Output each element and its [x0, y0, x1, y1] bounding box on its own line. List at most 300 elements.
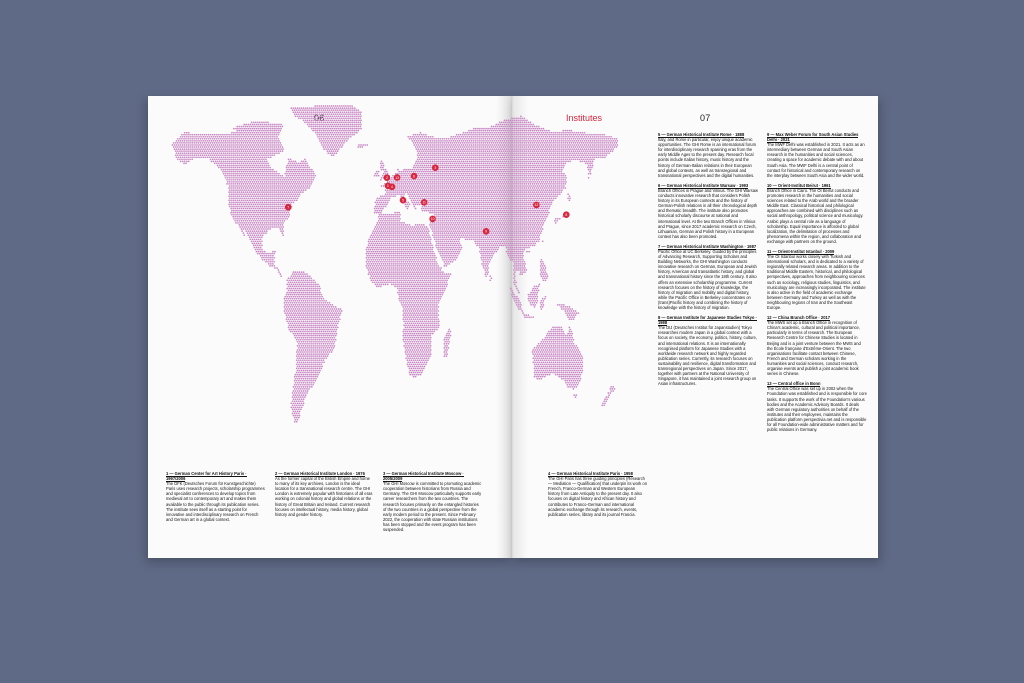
map-dot [592, 136, 594, 138]
map-dot [478, 138, 480, 140]
map-dot [296, 195, 298, 197]
map-dot [226, 183, 228, 185]
map-dot [458, 146, 460, 148]
map-dot [522, 181, 524, 183]
map-dot [471, 189, 473, 191]
map-dot [419, 146, 421, 148]
map-dot [468, 142, 470, 144]
map-dot [509, 134, 511, 136]
map-dot [477, 152, 479, 154]
map-dot [424, 156, 426, 158]
map-dot [454, 136, 456, 138]
map-dot [327, 105, 329, 107]
map-dot [411, 169, 413, 171]
map-dot [319, 136, 321, 138]
map-dot [480, 163, 482, 165]
map-dot [259, 191, 261, 193]
map-dot [319, 115, 321, 117]
map-dot [222, 163, 224, 165]
map-dot [255, 146, 257, 148]
map-dot [546, 187, 548, 189]
map-dot [534, 152, 536, 154]
map-dot [275, 187, 277, 189]
map-dot [226, 154, 228, 156]
map-dot [538, 189, 540, 191]
map-dot [561, 173, 563, 175]
map-dot [251, 138, 253, 140]
map-dot [567, 152, 569, 154]
map-dot [472, 134, 474, 136]
map-dot [516, 152, 518, 154]
map-dot [335, 150, 337, 152]
map-dot [273, 138, 275, 140]
map-dot [260, 173, 262, 175]
map-dot [542, 134, 544, 136]
map-dot [565, 156, 567, 158]
map-dot [206, 144, 208, 146]
map-dot [566, 142, 568, 144]
map-dot [353, 134, 355, 136]
map-dot [247, 154, 249, 156]
map-dot [286, 189, 288, 191]
map-dot [549, 169, 551, 171]
map-dot [435, 195, 437, 197]
map-dot [465, 132, 467, 134]
map-dot [586, 140, 588, 142]
map-dot [333, 134, 335, 136]
map-dot [489, 142, 491, 144]
map-dot [267, 138, 269, 140]
map-dot [405, 191, 407, 193]
map-dot [254, 124, 256, 126]
map-dot [532, 158, 534, 160]
map-dot [231, 177, 233, 179]
map-dot [505, 134, 507, 136]
map-dot [540, 191, 542, 193]
map-dot [235, 128, 237, 130]
map-dot [245, 193, 247, 195]
map-dot [232, 154, 234, 156]
map-dot [438, 185, 440, 187]
map-dot [536, 142, 538, 144]
map-dot [237, 173, 239, 175]
map-dot [565, 148, 567, 150]
map-dot [304, 167, 306, 169]
map-dot [239, 169, 241, 171]
map-dot [190, 148, 192, 150]
map-dot [463, 148, 465, 150]
map-dot [430, 140, 432, 142]
map-dot [502, 189, 504, 191]
map-dot [489, 187, 491, 189]
map-dot [249, 146, 251, 148]
map-dot [416, 189, 418, 191]
map-dot [229, 193, 231, 195]
map-dot [473, 152, 475, 154]
map-dot [346, 124, 348, 126]
map-dot [500, 128, 502, 130]
map-dot [234, 154, 236, 156]
map-dot [552, 179, 554, 181]
map-dot [498, 169, 500, 171]
map-dot [277, 183, 279, 185]
map-dot [541, 185, 543, 187]
map-dot [305, 161, 307, 163]
map-dot [200, 156, 202, 158]
map-dot [536, 134, 538, 136]
map-dot [472, 158, 474, 160]
map-dot [510, 193, 512, 195]
map-dot [208, 144, 210, 146]
map-dot [530, 175, 532, 177]
map-dot [469, 144, 471, 146]
map-dot [218, 134, 220, 136]
map-dot [461, 136, 463, 138]
map-dot [261, 142, 263, 144]
map-dot [349, 122, 351, 124]
map-dot [538, 136, 540, 138]
map-dot [587, 134, 589, 136]
map-dot [532, 191, 534, 193]
map-dot [487, 138, 489, 140]
map-dot [178, 152, 180, 154]
map-dot [382, 167, 384, 169]
map-dot [469, 152, 471, 154]
map-dot [520, 156, 522, 158]
map-dot [411, 179, 413, 181]
map-dot [259, 183, 261, 185]
map-dot [435, 142, 437, 144]
map-dot [254, 144, 256, 146]
map-dot [519, 179, 521, 181]
map-dot [192, 136, 194, 138]
map-dot [477, 148, 479, 150]
map-dot [495, 175, 497, 177]
map-dot [295, 185, 297, 187]
map-dot [460, 187, 462, 189]
map-dot [305, 173, 307, 175]
map-dot [456, 158, 458, 160]
map-dot [534, 128, 536, 130]
map-dot [306, 163, 308, 165]
map-dot [463, 156, 465, 158]
map-dot [476, 146, 478, 148]
map-dot [454, 183, 456, 185]
map-dot [421, 158, 423, 160]
map-dot [202, 134, 204, 136]
map-dot [435, 187, 437, 189]
map-dot [434, 185, 436, 187]
map-dot [206, 146, 208, 148]
map-dot [470, 179, 472, 181]
map-dot [405, 173, 407, 175]
map-dot [254, 161, 256, 163]
map-dot [558, 179, 560, 181]
map-dot [525, 158, 527, 160]
map-dot [265, 175, 267, 177]
map-dot [216, 134, 218, 136]
map-dot [245, 179, 247, 181]
map-dot [460, 175, 462, 177]
map-dot [213, 156, 215, 158]
map-dot [247, 161, 249, 163]
map-dot [435, 146, 437, 148]
map-dot [446, 148, 448, 150]
map-dot [342, 111, 344, 113]
map-dot [318, 138, 320, 140]
map-dot [340, 132, 342, 134]
map-dot [307, 107, 309, 109]
map-dot [413, 183, 415, 185]
map-dot [196, 144, 198, 146]
map-dot [590, 148, 592, 150]
map-dot [309, 181, 311, 183]
map-dot [557, 189, 559, 191]
map-dot [407, 185, 409, 187]
map-dot [597, 154, 599, 156]
map-dot [257, 150, 259, 152]
map-dot [245, 148, 247, 150]
map-dot [588, 152, 590, 154]
map-dot [267, 171, 269, 173]
map-dot [532, 163, 534, 165]
map-dot [236, 183, 238, 185]
map-dot [590, 161, 592, 163]
map-dot [403, 169, 405, 171]
map-dot [327, 115, 329, 117]
map-dot [419, 134, 421, 136]
map-dot [493, 152, 495, 154]
map-dot [591, 163, 593, 165]
map-dot [413, 191, 415, 193]
map-dot [304, 175, 306, 177]
map-dot [223, 165, 225, 167]
map-dot [523, 158, 525, 160]
map-dot [229, 177, 231, 179]
map-dot [522, 165, 524, 167]
map-dot [423, 146, 425, 148]
map-dot [418, 152, 420, 154]
map-dot [236, 142, 238, 144]
map-dot [512, 132, 514, 134]
map-dot [480, 191, 482, 193]
map-dot [555, 177, 557, 179]
map-dot [395, 189, 397, 191]
map-dot [325, 122, 327, 124]
map-dot [195, 154, 197, 156]
map-dot [440, 152, 442, 154]
map-dot [565, 132, 567, 134]
map-dot [419, 195, 421, 197]
map-dot [504, 152, 506, 154]
map-dot [532, 132, 534, 134]
map-dot [491, 130, 493, 132]
map-dot [556, 187, 558, 189]
map-dot [290, 177, 292, 179]
map-dot [218, 150, 220, 152]
map-dot [575, 154, 577, 156]
map-dot [534, 158, 536, 160]
map-dot [366, 144, 368, 146]
map-dot [551, 140, 553, 142]
map-dot [571, 158, 573, 160]
map-dot [566, 154, 568, 156]
map-dot [325, 126, 327, 128]
map-dot [229, 148, 231, 150]
map-dot [515, 122, 517, 124]
map-dot [200, 150, 202, 152]
map-dot [271, 183, 273, 185]
map-dot [261, 158, 263, 160]
map-dot [263, 134, 265, 136]
map-dot [421, 138, 423, 140]
map-dot [274, 132, 276, 134]
map-dot [519, 130, 521, 132]
map-dot [252, 177, 254, 179]
map-dot [243, 183, 245, 185]
map-dot [534, 156, 536, 158]
map-dot [589, 142, 591, 144]
map-dot [547, 132, 549, 134]
map-dot [439, 163, 441, 165]
map-dot [411, 193, 413, 195]
map-dot [296, 187, 298, 189]
map-dot [403, 173, 405, 175]
map-dot [338, 111, 340, 113]
map-dot [561, 148, 563, 150]
map-dot [534, 167, 536, 169]
map-dot [238, 187, 240, 189]
map-dot [183, 163, 185, 165]
map-dot [489, 169, 491, 171]
map-dot [337, 105, 339, 107]
map-dot [431, 150, 433, 152]
map-dot [256, 144, 258, 146]
map-dot [470, 154, 472, 156]
map-dot [426, 185, 428, 187]
map-dot [612, 150, 614, 152]
map-dot [429, 154, 431, 156]
map-dot [482, 134, 484, 136]
map-dot [575, 138, 577, 140]
map-dot [448, 175, 450, 177]
map-dot [493, 136, 495, 138]
map-dot [542, 146, 544, 148]
map-dot [493, 165, 495, 167]
map-dot [465, 156, 467, 158]
map-dot [549, 148, 551, 150]
map-dot [178, 144, 180, 146]
map-dot [348, 132, 350, 134]
map-dot [458, 179, 460, 181]
map-dot [487, 140, 489, 142]
map-dot [521, 134, 523, 136]
map-dot [454, 142, 456, 144]
map-dot [355, 117, 357, 119]
map-dot [419, 158, 421, 160]
map-dot [307, 185, 309, 187]
map-dot [413, 189, 415, 191]
map-dot [337, 134, 339, 136]
map-dot [173, 142, 175, 144]
map-dot [233, 173, 235, 175]
map-dot [339, 109, 341, 111]
map-dot [514, 173, 516, 175]
map-dot [350, 120, 352, 122]
map-dot [413, 165, 415, 167]
map-dot [233, 128, 235, 130]
map-dot [524, 177, 526, 179]
map-dot [595, 134, 597, 136]
map-dot [522, 148, 524, 150]
map-dot [509, 163, 511, 165]
map-dot [599, 134, 601, 136]
map-dot [475, 128, 477, 130]
map-dot [409, 177, 411, 179]
map-dot [596, 144, 598, 146]
map-dot [569, 152, 571, 154]
map-dot [550, 175, 552, 177]
map-dot [312, 109, 314, 111]
map-dot [204, 152, 206, 154]
map-dot [472, 150, 474, 152]
map-dot [441, 138, 443, 140]
map-dot [473, 185, 475, 187]
map-dot [461, 144, 463, 146]
map-dot [416, 136, 418, 138]
map-dot [264, 136, 266, 138]
map-dot [249, 148, 251, 150]
map-dot [269, 191, 271, 193]
map-dot [545, 140, 547, 142]
map-dot [215, 144, 217, 146]
map-dot [452, 173, 454, 175]
map-dot [514, 189, 516, 191]
map-dot [314, 122, 316, 124]
map-dot [497, 171, 499, 173]
map-dot [220, 154, 222, 156]
map-dot [525, 171, 527, 173]
map-dot [335, 126, 337, 128]
map-dot [579, 138, 581, 140]
map-dot [318, 113, 320, 115]
map-dot [423, 134, 425, 136]
map-dot [429, 195, 431, 197]
map-dot [473, 181, 475, 183]
map-dot [458, 191, 460, 193]
map-dot [528, 140, 530, 142]
map-dot [277, 187, 279, 189]
map-dot [545, 177, 547, 179]
map-dot [294, 167, 296, 169]
map-dot [340, 107, 342, 109]
map-dot [585, 142, 587, 144]
map-dot [536, 171, 538, 173]
map-dot [493, 132, 495, 134]
map-dot [236, 171, 238, 173]
map-dot [563, 177, 565, 179]
map-dot [530, 152, 532, 154]
map-dot [274, 152, 276, 154]
map-dot [442, 144, 444, 146]
map-dot [429, 163, 431, 165]
map-dot [441, 142, 443, 144]
map-dot [502, 152, 504, 154]
map-dot [464, 167, 466, 169]
map-dot [204, 146, 206, 148]
map-dot [175, 146, 177, 148]
map-dot [601, 134, 603, 136]
